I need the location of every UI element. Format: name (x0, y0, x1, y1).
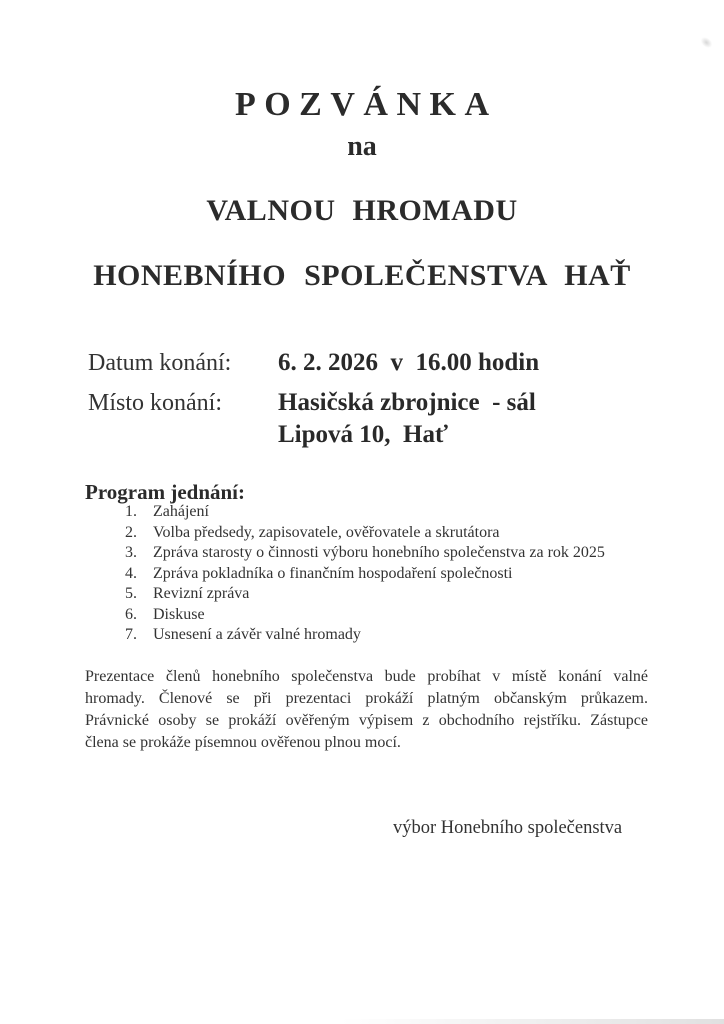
program-item-label: Zpráva pokladníka o finančním hospodaření společnosti (153, 564, 513, 582)
program-item-label: Zpráva starosty o činnosti výboru honebního společenstva za rok 2025 (153, 544, 605, 561)
notice-line: člena se prokáže písemnou ověřenou plnou mocí. (85, 734, 401, 751)
notice-line: Právnické osoby se prokáží ověřeným výpisem z obchodního rejstříku. Zástupce (85, 712, 648, 729)
program-item-number: 5. (125, 585, 137, 602)
program-item (125, 584, 685, 605)
program-item-number: 1. (125, 503, 137, 520)
notice-paragraph (85, 666, 648, 754)
program-item (125, 564, 685, 585)
notice-line: Prezentace členů honebního společenstva bude probíhat v místě konání valné (85, 668, 648, 685)
place-value-line2: Lipová 10, Hať (278, 421, 448, 448)
place-label: Místo konání: (88, 390, 223, 416)
program-item-number: 2. (125, 523, 137, 541)
program-item (125, 523, 685, 544)
program-item (125, 605, 685, 626)
title-organization-line: HONEBNÍHO SPOLEČENSTVA HAŤ (93, 259, 631, 292)
program-heading: Program jednání: (85, 480, 246, 504)
program-list (125, 502, 685, 646)
program-item-label: Usnesení a závěr valné hromady (153, 626, 361, 643)
program-item-number: 7. (125, 626, 137, 643)
date-value: 6. 2. 2026 v 16.00 hodin (278, 349, 540, 376)
program-item (125, 625, 685, 646)
signature-line: výbor Honebního společenstva (393, 818, 623, 838)
place-value-line1: Hasičská zbrojnice - sál (278, 389, 536, 416)
program-item-number: 6. (125, 605, 137, 623)
scan-edge-shadow (340, 1019, 724, 1024)
document-title: POZVÁNKA (234, 86, 498, 123)
notice-line: hromady. Členové se při prezentaci prokáží platným občanským průkazem. (85, 690, 648, 707)
program-item-number: 4. (125, 564, 137, 582)
program-item-label: Volba předsedy, zapisovatele, ověřovatele a skrutátora (153, 523, 500, 541)
title-preposition: na (347, 131, 377, 162)
program-item-label: Zahájení (153, 503, 209, 520)
program-item-label: Revizní zpráva (153, 585, 250, 602)
program-item (125, 543, 685, 564)
scan-speck-artifact (699, 35, 715, 50)
date-label: Datum konání: (88, 350, 232, 376)
title-event-line: VALNOU HROMADU (206, 194, 518, 227)
program-item (125, 502, 685, 523)
program-item-number: 3. (125, 544, 137, 561)
program-item-label: Diskuse (153, 605, 205, 623)
